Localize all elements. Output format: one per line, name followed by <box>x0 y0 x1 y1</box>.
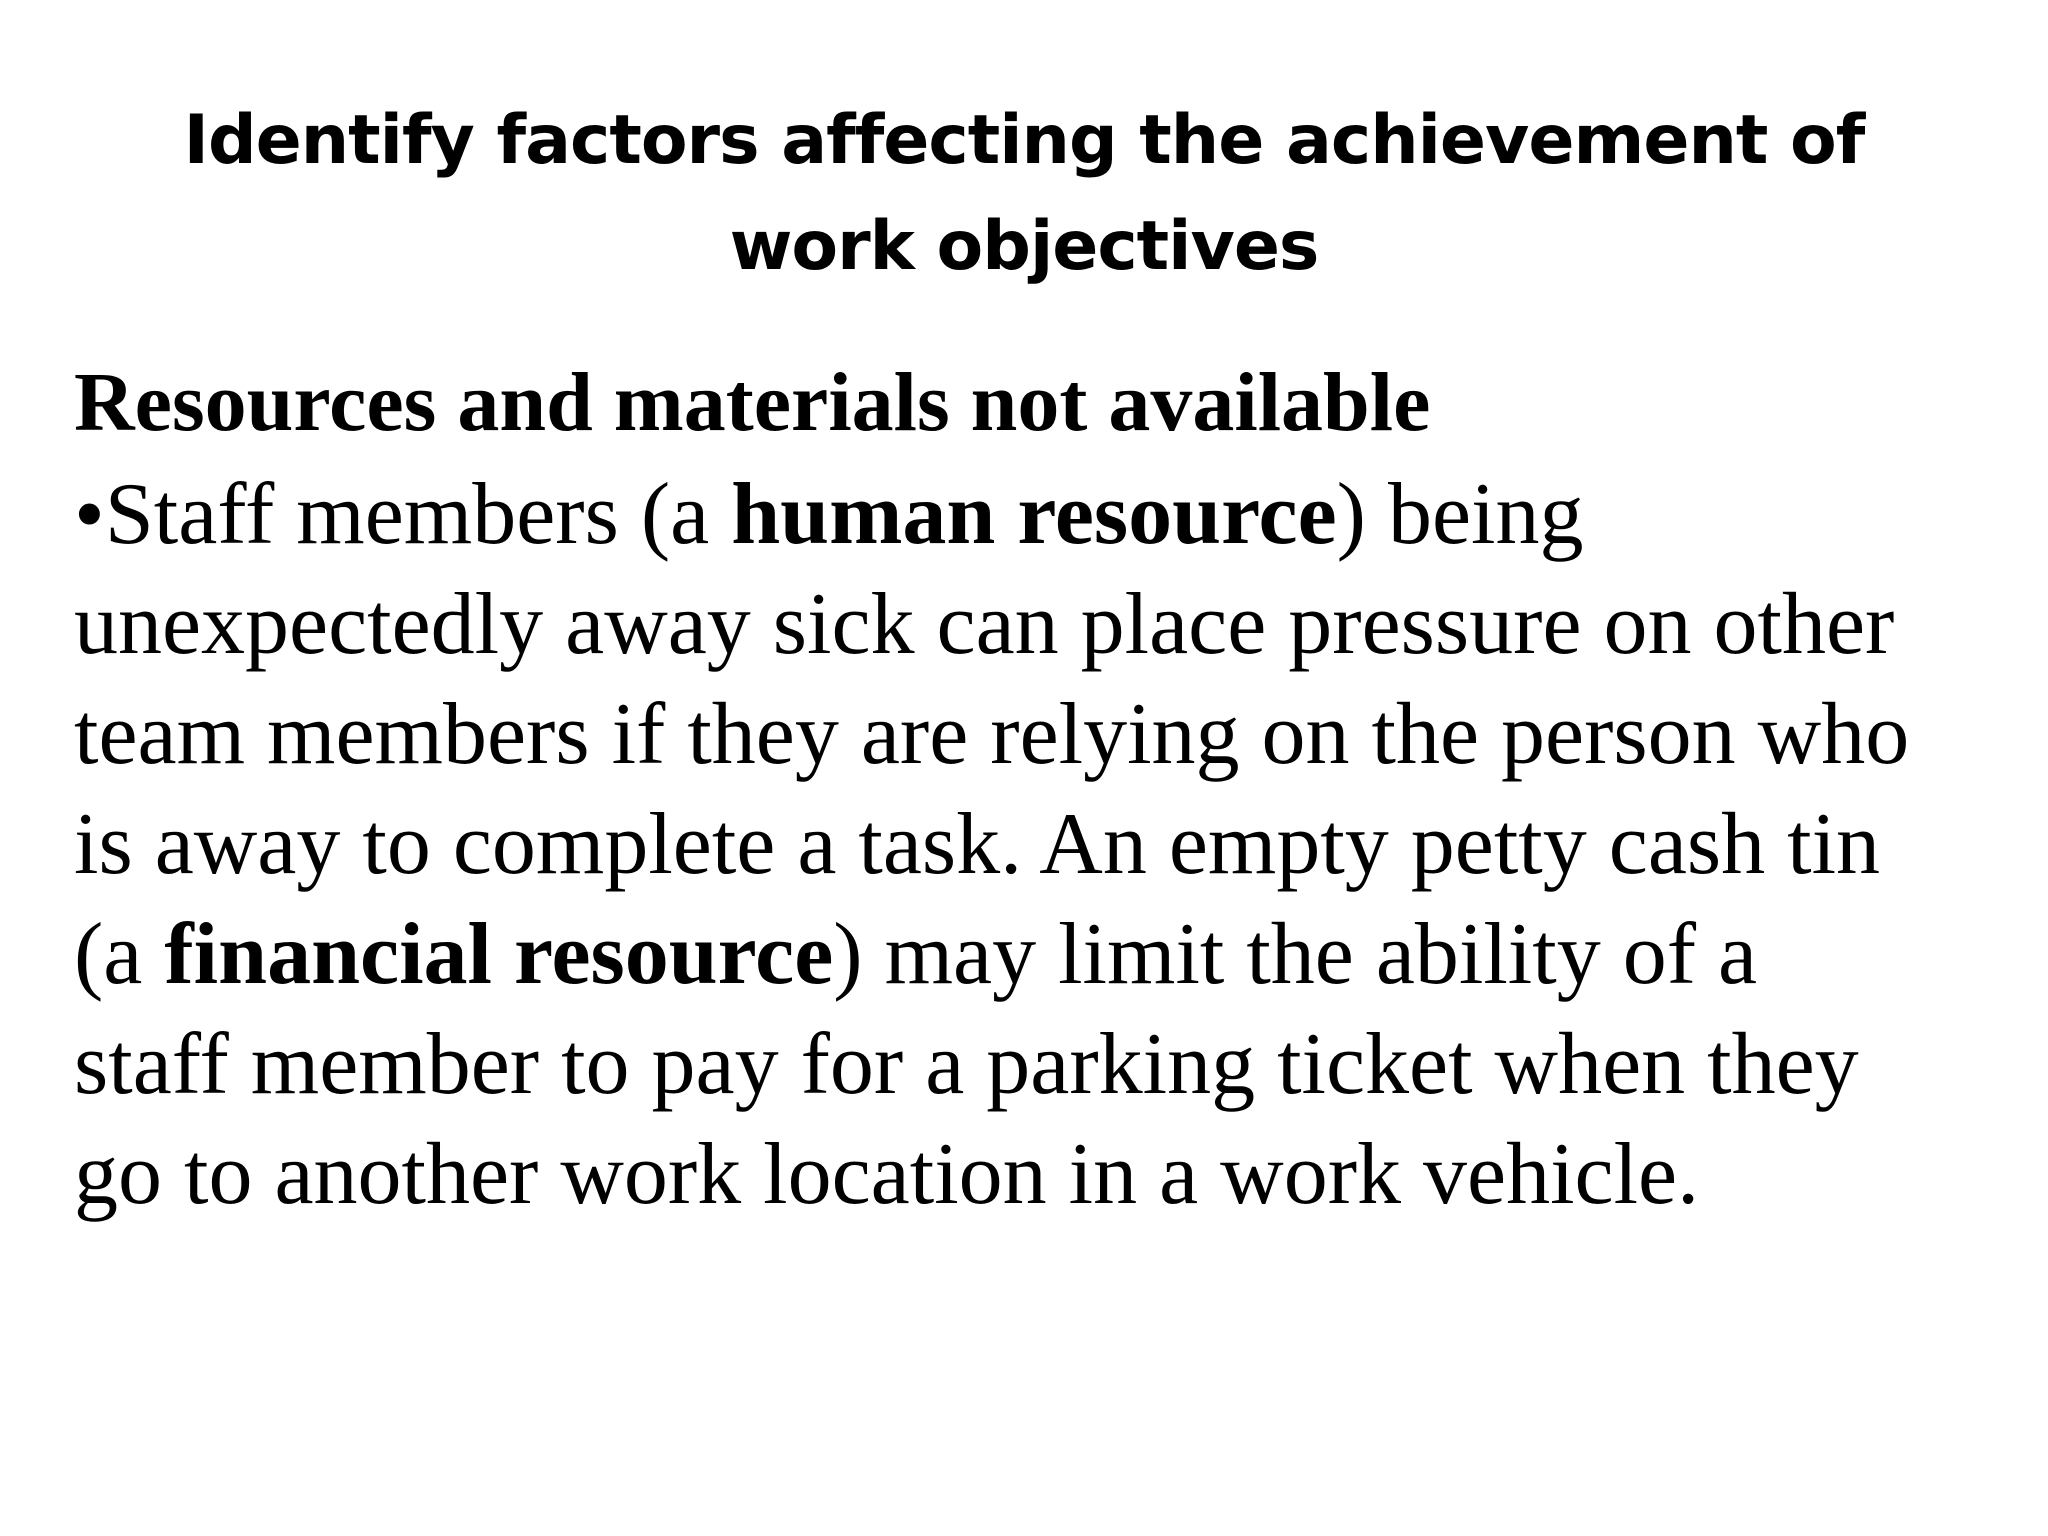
text-span: ) may limit the ability of a <box>833 906 1758 1003</box>
paragraph-line-6: staff member to pay for a parking ticket when they <box>74 1016 1859 1113</box>
paragraph-line-5 <box>74 900 2024 1010</box>
slide-body <box>74 348 2024 1230</box>
emphasis-human-resource: human resource <box>731 466 1337 563</box>
text-span: ) being <box>1336 466 1584 563</box>
paragraph-line-2: unexpectedly away sick can place pressure on other <box>74 576 1895 673</box>
paragraph-line-1 <box>74 460 2024 570</box>
bullet-marker: • <box>74 466 105 563</box>
paragraph-line-4: is away to complete a task. An empty petty cash tin <box>74 796 1881 893</box>
paragraph-line-3: team members if they are relying on the person who <box>74 686 1910 783</box>
slide-title: Identify factors affecting the achievement of work objectives <box>183 101 1865 286</box>
bullet-paragraph <box>74 460 2024 1230</box>
section-heading: Resources and materials not available <box>74 356 1431 449</box>
text-span: (a <box>74 906 165 1003</box>
paragraph-line-7: go to another work location in a work vehicle. <box>74 1126 1700 1223</box>
emphasis-financial-resource: financial resource <box>164 906 834 1003</box>
text-span: Staff members (a <box>104 466 732 563</box>
